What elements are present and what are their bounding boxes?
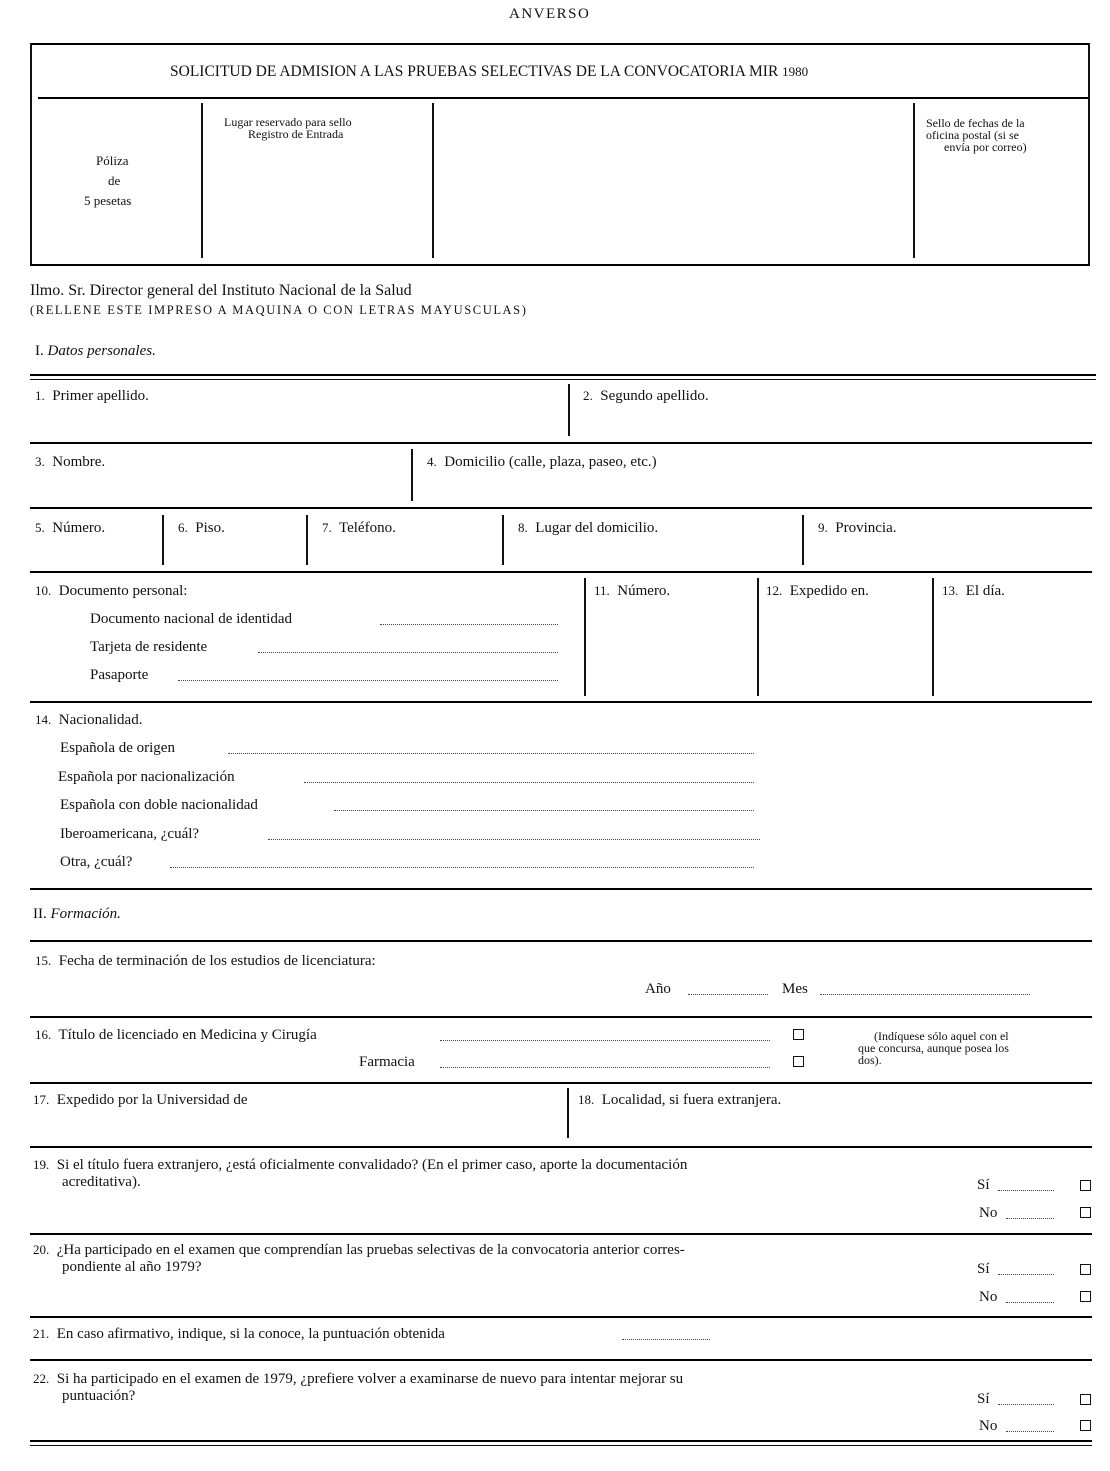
- field-17-18-divider: [567, 1088, 569, 1138]
- row-16-bottom: [30, 1082, 1092, 1084]
- lugar-line-1: Lugar reservado para sello: [224, 115, 352, 129]
- field-22-no-leader: [1006, 1431, 1054, 1432]
- field-20-line-1: 20. ¿Ha participado en el examen que comprendían las pruebas selectivas de la convocatoria anterior corres-: [33, 1242, 685, 1258]
- field-14-doble-leader: [334, 810, 754, 811]
- field-5-label: 5. Número.: [35, 520, 106, 536]
- field-3-label: 3. Nombre.: [35, 454, 106, 470]
- section-1-heading: I. Datos personales.: [35, 343, 156, 359]
- section-1-rule-b: [30, 379, 1096, 380]
- field-11-12-divider: [757, 578, 759, 696]
- section-1-rule-a: [30, 374, 1096, 376]
- title-box-right: [1088, 43, 1090, 265]
- poliza-line-1: Póliza: [96, 153, 129, 168]
- field-10-option-dni: Documento nacional de identidad: [90, 611, 293, 627]
- field-8-label: 8. Lugar del domicilio.: [518, 520, 659, 536]
- field-20-yes-label: Sí: [977, 1261, 990, 1277]
- field-16-farmacia-label: Farmacia: [359, 1054, 415, 1070]
- field-19-line-1: 19. Si el título fuera extranjero, ¿está oficialmente convalidado? (En el primer caso, aporte la documentación: [33, 1157, 688, 1173]
- field-10-11-divider: [584, 578, 586, 696]
- field-20-no-leader: [1006, 1302, 1054, 1303]
- row-21-bottom: [30, 1359, 1092, 1361]
- field-2-label: 2. Segundo apellido.: [583, 388, 709, 404]
- row-2-bottom: [30, 507, 1092, 509]
- field-13-label: 13. El día.: [942, 583, 1005, 599]
- field-5-6-divider: [162, 515, 164, 565]
- row-19-bottom: [30, 1233, 1092, 1235]
- section-1-bottom: [30, 888, 1092, 890]
- field-17-label: 17. Expedido por la Universidad de: [33, 1092, 248, 1108]
- field-14-naturalizacion-leader: [304, 782, 754, 783]
- field-18-label: 18. Localidad, si fuera extranjera.: [578, 1092, 782, 1108]
- field-20-line-2: pondiente al año 1979?: [62, 1259, 202, 1275]
- field-10-dni-leader: [380, 624, 558, 625]
- field-10-label: 10. Documento personal:: [35, 583, 188, 599]
- field-10-tarjeta-leader: [258, 652, 558, 653]
- title-box-left: [30, 43, 32, 265]
- field-14-iberoamericana-leader: [268, 839, 760, 840]
- title-box-top: [30, 43, 1090, 45]
- field-15-year-label: Año: [645, 981, 671, 997]
- field-7-8-divider: [502, 515, 504, 565]
- field-20-yes-checkbox[interactable]: [1080, 1264, 1091, 1275]
- field-9-label: 9. Provincia.: [818, 520, 897, 536]
- field-16-farmacia-checkbox[interactable]: [793, 1056, 804, 1067]
- poliza-line-2: de: [108, 173, 121, 188]
- title-box-divider: [38, 97, 1088, 99]
- field-19-yes-label: Sí: [977, 1177, 990, 1193]
- row-20-bottom: [30, 1316, 1092, 1318]
- field-20-no-label: No: [979, 1289, 998, 1305]
- field-12-label: 12. Expedido en.: [766, 583, 869, 599]
- field-19-line-2: acreditativa).: [62, 1174, 141, 1190]
- instruction: (RELLENE ESTE IMPRESO A MAQUINA O CON LETRAS MAYUSCULAS): [30, 303, 528, 317]
- lugar-line-2: Registro de Entrada: [248, 127, 344, 141]
- field-20-yes-leader: [998, 1274, 1054, 1275]
- field-4-label: 4. Domicilio (calle, plaza, paseo, etc.): [427, 454, 657, 470]
- lugar-divider: [432, 103, 434, 258]
- field-16-label: 16. Título de licenciado en Medicina y Cirugía: [35, 1027, 317, 1043]
- field-16-medicina-checkbox[interactable]: [793, 1029, 804, 1040]
- salutation: Ilmo. Sr. Director general del Instituto Nacional de la Salud: [30, 282, 412, 299]
- field-19-no-checkbox[interactable]: [1080, 1207, 1091, 1218]
- sello-divider: [913, 103, 915, 258]
- form-bottom-rule-b: [30, 1445, 1092, 1446]
- field-16-note-3: dos).: [858, 1053, 882, 1067]
- field-8-9-divider: [802, 515, 804, 565]
- field-1-label: 1. Primer apellido.: [35, 388, 149, 404]
- field-15-label: 15. Fecha de terminación de los estudios de licenciatura:: [35, 953, 376, 969]
- sello-line-2: oficina postal (si se: [926, 128, 1019, 142]
- title-box-bottom: [30, 264, 1090, 266]
- field-7-label: 7. Teléfono.: [322, 520, 396, 536]
- field-14-option-doble: Española con doble nacionalidad: [60, 797, 258, 813]
- row-3-bottom: [30, 571, 1092, 573]
- field-10-option-pasaporte: Pasaporte: [90, 667, 149, 683]
- field-16-medicina-leader: [440, 1040, 770, 1041]
- section-2-heading: II. Formación.: [33, 906, 121, 922]
- field-11-label: 11. Número.: [594, 583, 671, 599]
- field-19-yes-checkbox[interactable]: [1080, 1180, 1091, 1191]
- row-1-bottom: [30, 442, 1092, 444]
- field-22-no-label: No: [979, 1418, 998, 1434]
- field-14-option-origen: Española de origen: [60, 740, 175, 756]
- field-22-line-1: 22. Si ha participado en el examen de 1979, ¿prefiere volver a examinarse de nuevo para intentar mejorar su: [33, 1371, 684, 1387]
- page-side-label: ANVERSO: [509, 6, 591, 22]
- field-14-option-iberoamericana: Iberoamericana, ¿cuál?: [60, 826, 200, 842]
- poliza-divider: [201, 103, 203, 258]
- field-19-no-label: No: [979, 1205, 998, 1221]
- field-14-otra-leader: [170, 867, 754, 868]
- field-21-label: 21. En caso afirmativo, indique, si la conoce, la puntuación obtenida: [33, 1326, 445, 1342]
- field-6-label: 6. Piso.: [178, 520, 225, 536]
- field-22-yes-label: Sí: [977, 1391, 990, 1407]
- poliza-line-3: 5 pesetas: [84, 193, 132, 208]
- field-16-note-2: que concursa, aunque posea los: [858, 1041, 1009, 1055]
- sello-line-1: Sello de fechas de la: [926, 116, 1025, 130]
- field-22-yes-checkbox[interactable]: [1080, 1394, 1091, 1405]
- field-10-pasaporte-leader: [178, 680, 558, 681]
- field-22-no-checkbox[interactable]: [1080, 1420, 1091, 1431]
- field-15-month-label: Mes: [782, 981, 808, 997]
- row-4-bottom: [30, 701, 1092, 703]
- field-22-yes-leader: [998, 1404, 1054, 1405]
- field-19-no-leader: [1006, 1218, 1054, 1219]
- field-14-option-naturalizacion: Española por nacionalización: [58, 769, 235, 785]
- section-2-rule: [30, 940, 1092, 942]
- row-15-bottom: [30, 1016, 1092, 1018]
- field-21-leader: [622, 1339, 710, 1340]
- field-16-farmacia-leader: [440, 1067, 770, 1068]
- field-14-label: 14. Nacionalidad.: [35, 712, 143, 728]
- field-12-13-divider: [932, 578, 934, 696]
- field-6-7-divider: [306, 515, 308, 565]
- field-3-4-divider: [411, 449, 413, 501]
- field-22-line-2: puntuación?: [62, 1388, 136, 1404]
- field-16-note-1: (Indíquese sólo aquel con el: [874, 1029, 1009, 1043]
- form-bottom-rule-a: [30, 1440, 1092, 1442]
- field-15-year-leader: [688, 994, 768, 995]
- field-14-origen-leader: [228, 753, 754, 754]
- field-14-option-otra: Otra, ¿cuál?: [60, 854, 133, 870]
- form-title: SOLICITUD DE ADMISION A LAS PRUEBAS SELECTIVAS DE LA CONVOCATORIA MIR 1980: [170, 63, 809, 80]
- row-17-bottom: [30, 1146, 1092, 1148]
- field-19-yes-leader: [998, 1190, 1054, 1191]
- field-1-2-divider: [568, 384, 570, 436]
- field-20-no-checkbox[interactable]: [1080, 1291, 1091, 1302]
- sello-line-3: envía por correo): [944, 140, 1027, 154]
- field-15-month-leader: [820, 994, 1030, 995]
- field-10-option-tarjeta: Tarjeta de residente: [90, 639, 208, 655]
